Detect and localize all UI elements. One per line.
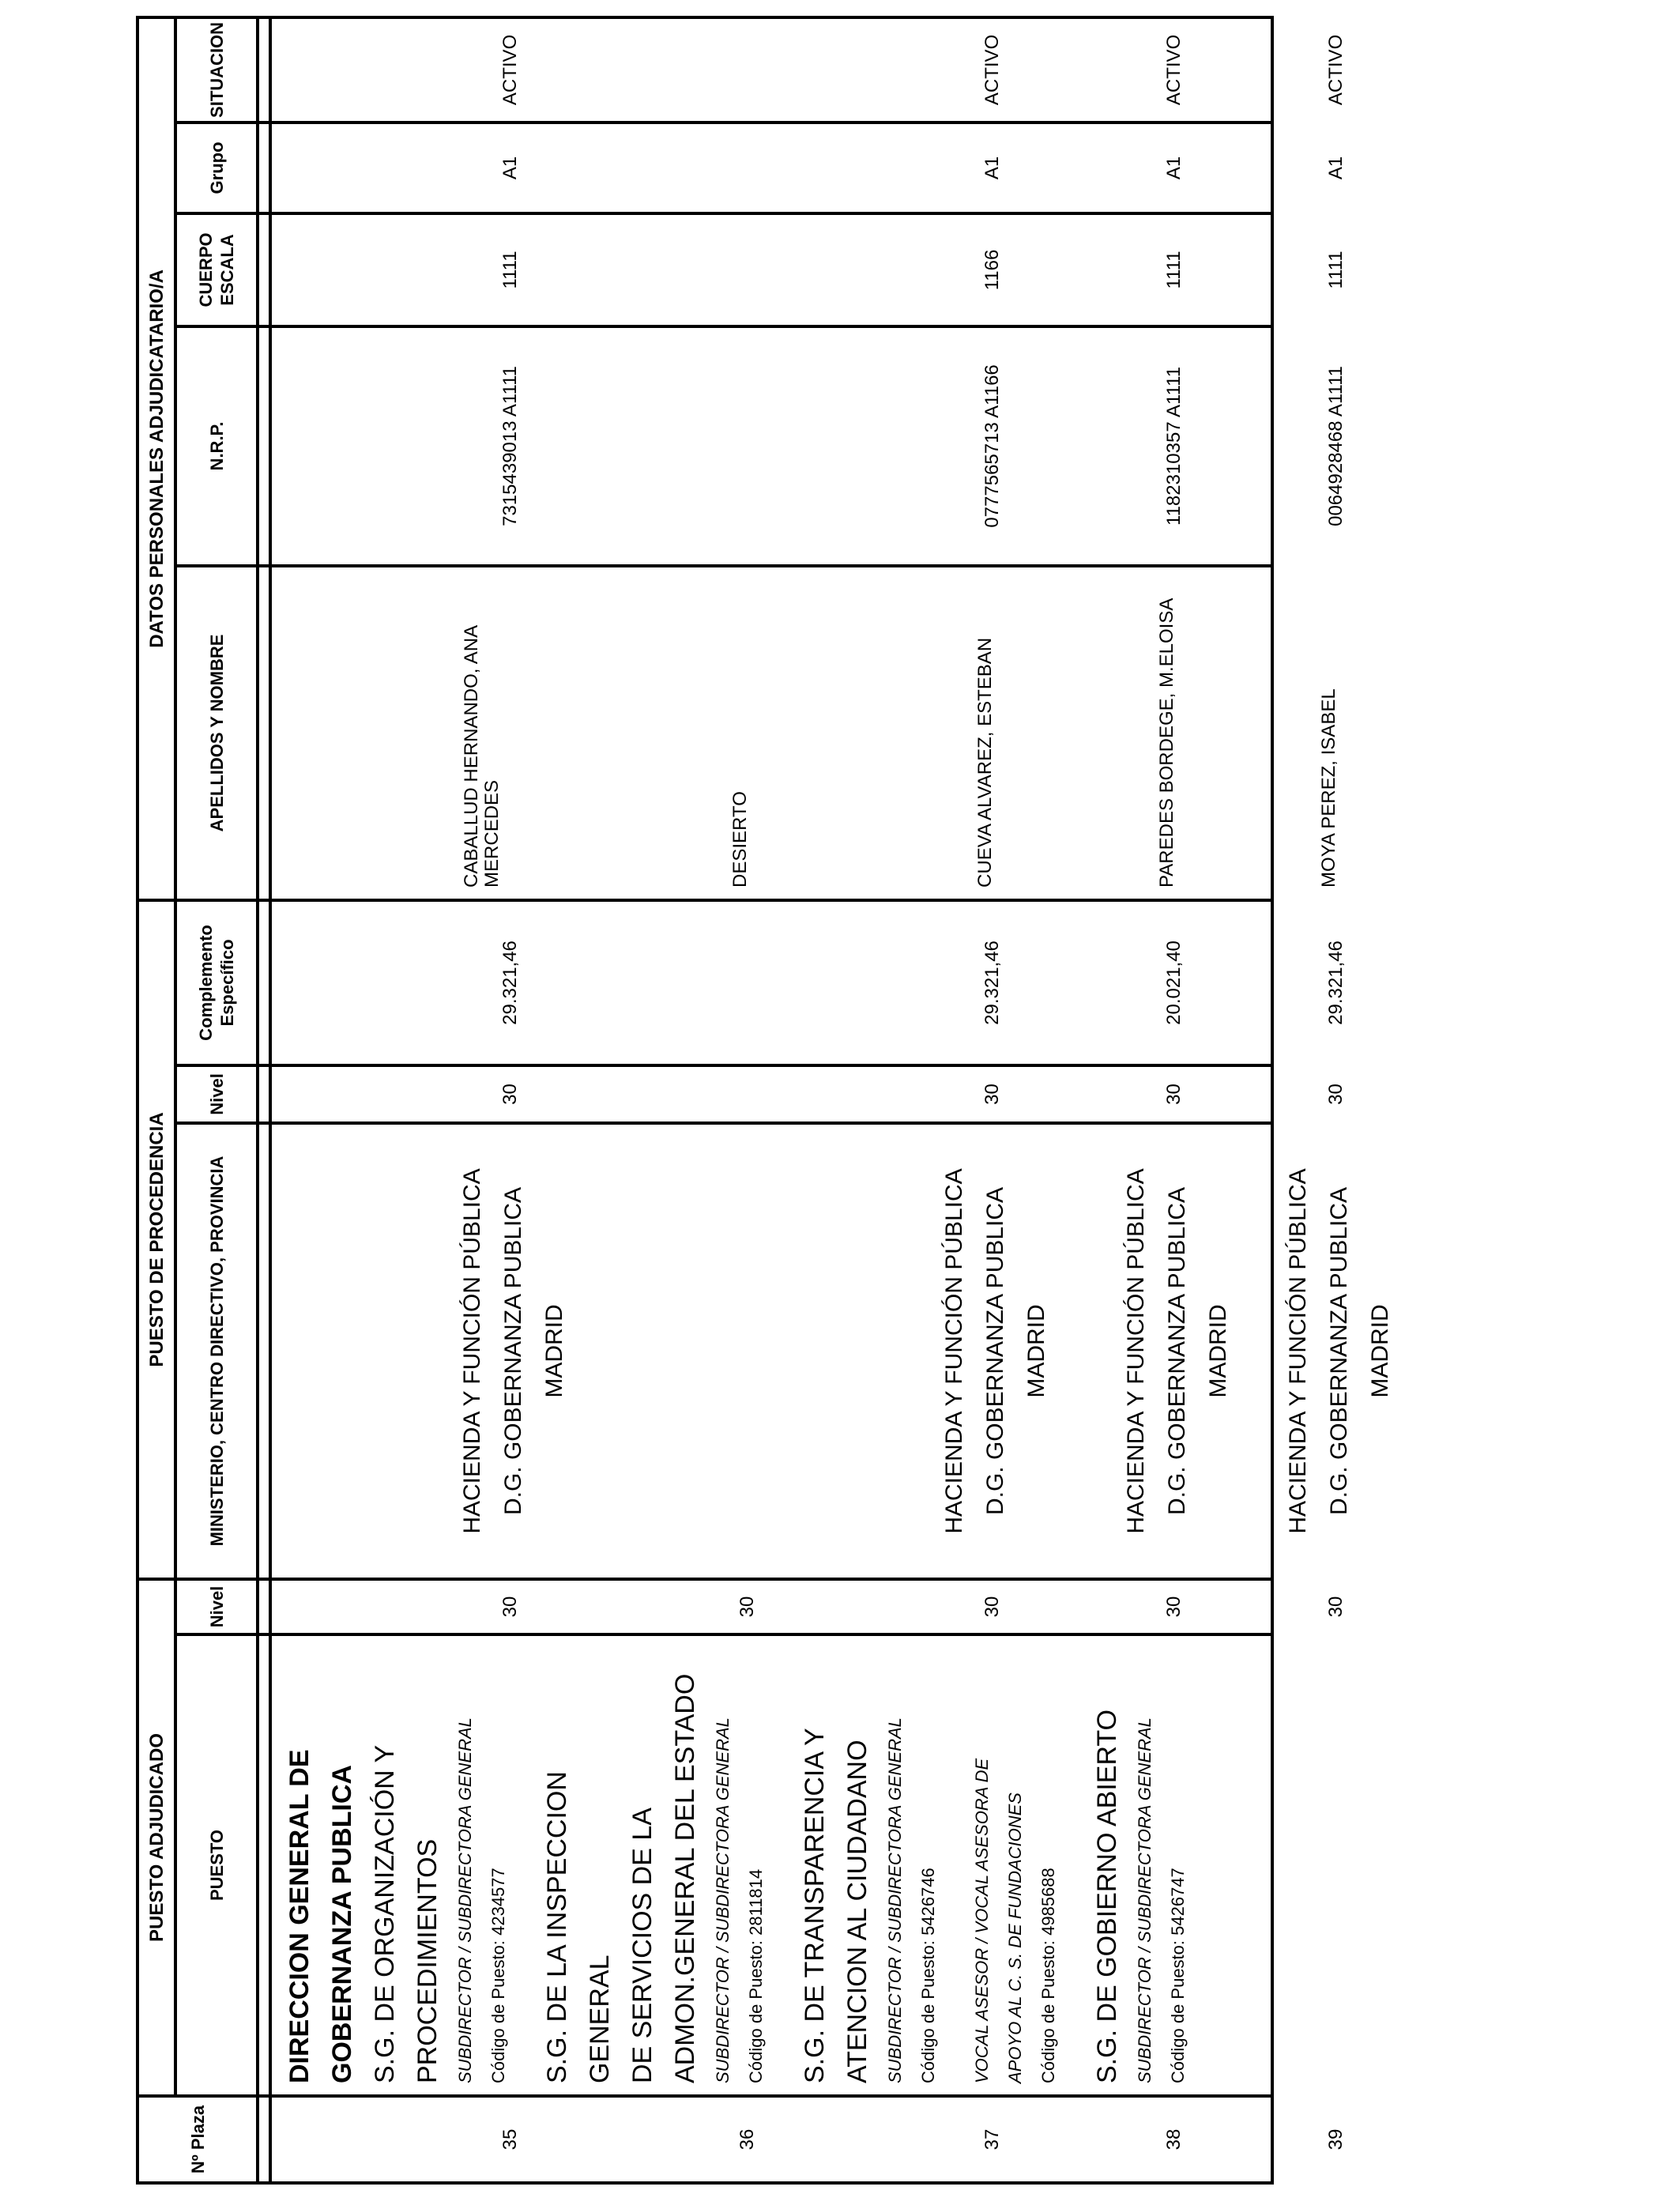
codigo-puesto: Código de Puesto: 4985688 [1038, 1868, 1058, 2083]
procedencia-centro: D.G. GOBERNANZA PUBLICA [1326, 1186, 1352, 1516]
nivel-value: 30 [499, 1596, 521, 1618]
puesto-entry [536, 1646, 773, 2083]
header-puesto: PUESTO [175, 1634, 258, 2096]
apellidos-nombre-line: CABALLUD HERNANDO, ANA [461, 624, 482, 888]
header-plaza: Nº Plaza [137, 2096, 258, 2183]
header-apellidos: APELLIDOS Y NOMBRE [175, 566, 258, 900]
puesto-title-line: VOCAL ASESOR / VOCAL ASESORA DE [972, 1758, 992, 2083]
nivel-value: 30 [1325, 1596, 1347, 1618]
header-nrp: N.R.P. [175, 326, 258, 566]
nivel-value: 30 [981, 1596, 1003, 1618]
procedencia-centro: D.G. GOBERNANZA PUBLICA [500, 1186, 526, 1516]
procedencia-provincia: MADRID [1023, 1304, 1049, 1398]
grupo-value: A1 [1163, 156, 1185, 180]
col-situacion [270, 17, 1347, 123]
unit-name-line: S.G. DE TRANSPARENCIA Y [800, 1728, 830, 2083]
apellidos-nombre-line: DESIERTO [729, 791, 751, 888]
situacion-value: ACTIVO [981, 34, 1003, 106]
apellidos-nombre-line: MOYA PEREZ, ISABEL [1318, 688, 1339, 888]
col-complemento [270, 900, 1347, 1065]
procedencia-ministerio: HACIENDA Y FUNCIÓN PÚBLICA [941, 1168, 967, 1534]
codigo-puesto: Código de Puesto: 5426747 [1168, 1868, 1188, 2083]
procedencia-provincia: MADRID [541, 1304, 567, 1398]
procedencia-ministerio: HACIENDA Y FUNCIÓN PÚBLICA [1123, 1168, 1149, 1534]
codigo-puesto: Código de Puesto: 4234577 [488, 1868, 508, 2083]
header-ministerio: MINISTERIO, CENTRO DIRECTIVO, PROVINCIA [175, 1123, 258, 1579]
apellidos-nombre-line: PAREDES BORDEGE, M.ELOISA [1156, 598, 1177, 888]
col-puesto [270, 1634, 1272, 2096]
plaza-number: 36 [736, 2128, 758, 2151]
procedencia-provincia: MADRID [1205, 1304, 1231, 1398]
situacion-value: ACTIVO [1325, 34, 1347, 106]
adjudication-table [136, 16, 1393, 2185]
unit-name-line: S.G. DE GOBIERNO ABIERTO [1092, 1710, 1122, 2083]
complemento-value: 29.321,46 [499, 941, 521, 1025]
col-nivel-procedencia [270, 1065, 1347, 1123]
procedencia-ministerio: HACIENDA Y FUNCIÓN PÚBLICA [1285, 1168, 1311, 1534]
header-grupo: Grupo [175, 123, 258, 213]
unit-name-line: ATENCION AL CIUDADANO [842, 1740, 872, 2083]
col-ministerio [270, 1123, 1393, 1579]
complemento-value: 29.321,46 [1325, 941, 1347, 1025]
nivel-procedencia-value: 30 [1163, 1084, 1185, 1105]
header-group-puesto-procedencia: PUESTO DE PROCEDENCIA [137, 900, 175, 1579]
puesto-title-line: SUBDIRECTOR / SUBDIRECTORA GENERAL [455, 1717, 475, 2083]
unit-name-line: DE SERVICIOS DE LA [627, 1808, 657, 2083]
col-plaza [270, 2096, 1347, 2183]
puesto-entry [966, 1646, 1065, 2083]
grupo-value: A1 [981, 156, 1003, 180]
puesto-entry [793, 1646, 945, 2083]
header-situacion: SITUACION [175, 17, 258, 123]
puesto-title-line: SUBDIRECTOR / SUBDIRECTORA GENERAL [1135, 1717, 1155, 2083]
unit-name-line: PROCEDIMIENTOS [412, 1838, 443, 2083]
plaza-number: 38 [1163, 2128, 1185, 2151]
nivel-value: 30 [1163, 1596, 1185, 1618]
unit-name-line: S.G. DE LA INSPECCION GENERAL [542, 1771, 615, 2083]
direccion-line-1: DIRECCION GENERAL DE [284, 1749, 315, 2083]
puesto-title-line: SUBDIRECTOR / SUBDIRECTORA GENERAL [713, 1717, 733, 2083]
plaza-number: 39 [1325, 2128, 1347, 2151]
nivel-procedencia-value: 30 [981, 1084, 1003, 1105]
puesto-title-line: SUBDIRECTOR / SUBDIRECTORA GENERAL [885, 1717, 905, 2083]
direccion-line-2: GOBERNANZA PUBLICA [327, 1765, 357, 2083]
grupo-value: A1 [499, 156, 521, 180]
col-nrp [270, 326, 1347, 566]
codigo-puesto: Código de Puesto: 5426746 [918, 1868, 938, 2083]
header-spacer-row [258, 17, 270, 2183]
plaza-number: 37 [981, 2128, 1003, 2151]
apellidos-nombre-line: CUEVA ALVAREZ, ESTEBAN [974, 637, 996, 888]
header-nivel-procedencia: Nivel [175, 1065, 258, 1123]
procedencia-ministerio: HACIENDA Y FUNCIÓN PÚBLICA [459, 1168, 485, 1534]
plaza-number: 35 [499, 2128, 521, 2151]
cuerpo-value: 1111 [1325, 251, 1347, 289]
table-body-row [270, 17, 1272, 2183]
nivel-procedencia-value: 30 [499, 1084, 521, 1105]
procedencia-centro: D.G. GOBERNANZA PUBLICA [982, 1186, 1008, 1516]
col-nivel [270, 1579, 1347, 1634]
nrp-value: 1182310357 A1111 [1163, 366, 1185, 526]
cuerpo-value: 1111 [499, 251, 521, 289]
complemento-value: 29.321,46 [981, 941, 1003, 1025]
situacion-value: ACTIVO [499, 34, 521, 106]
header-complemento: Complemento Específico [175, 900, 258, 1065]
header-group-datos-personales: DATOS PERSONALES ADJUDICATARIO/A [137, 17, 175, 900]
procedencia-provincia: MADRID [1367, 1304, 1393, 1398]
codigo-puesto: Código de Puesto: 2811814 [746, 1868, 766, 2083]
cuerpo-value: 1166 [981, 249, 1003, 291]
complemento-value: 20.021,40 [1163, 941, 1185, 1025]
puesto-entry [363, 1646, 515, 2083]
nrp-value: 0777565713 A1166 [981, 364, 1003, 528]
header-nivel: Nivel [175, 1579, 258, 1634]
grupo-value: A1 [1325, 156, 1347, 180]
puesto-title-line: APOYO AL C. S. DE FUNDACIONES [1005, 1793, 1025, 2083]
apellidos-nombre-line: MERCEDES [481, 779, 503, 888]
cuerpo-value: 1111 [1163, 251, 1185, 289]
header-cuerpo: CUERPO ESCALA [175, 213, 258, 326]
nivel-procedencia-value: 30 [1325, 1084, 1347, 1105]
col-grupo [270, 123, 1347, 213]
situacion-value: ACTIVO [1163, 34, 1185, 106]
unit-name-line: ADMON.GENERAL DEL ESTADO [670, 1673, 700, 2083]
col-apellidos [270, 566, 1339, 900]
procedencia-centro: D.G. GOBERNANZA PUBLICA [1164, 1186, 1190, 1516]
header-group-puesto-adjudicado: PUESTO ADJUDICADO [137, 1579, 175, 2096]
nivel-value: 30 [736, 1596, 758, 1618]
nrp-value: 7315439013 A1111 [499, 366, 521, 526]
unit-name-line: S.G. DE ORGANIZACIÓN Y [370, 1744, 400, 2083]
puesto-entry [1086, 1646, 1195, 2083]
col-cuerpo [270, 213, 1347, 326]
nrp-value: 0064928468 A1111 [1325, 366, 1347, 526]
